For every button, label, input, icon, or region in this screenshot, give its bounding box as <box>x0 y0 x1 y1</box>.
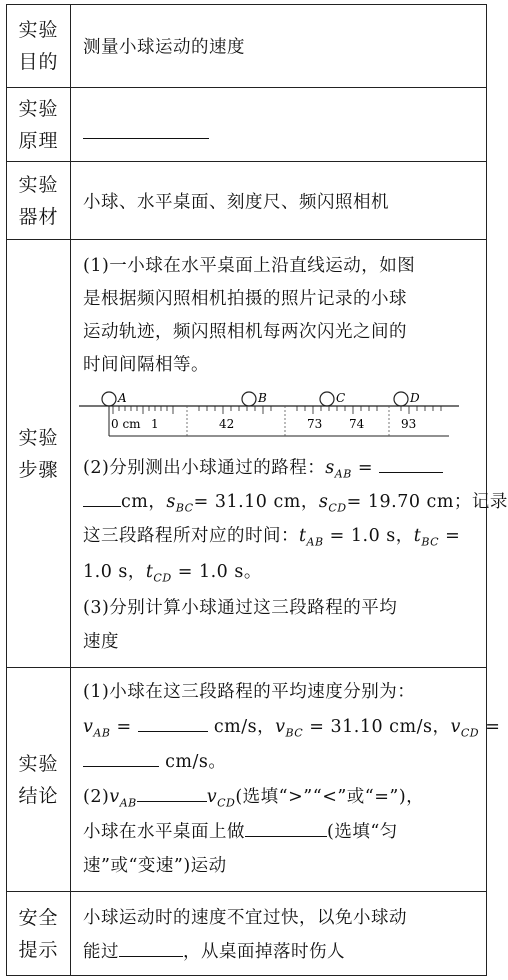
step2-line4: 1.0 s，$t_{CD} = 1.0$ s。 <box>83 562 262 585</box>
content-purpose <box>71 5 486 87</box>
safety-line2: 能过 ，从桌面掉落时伤人 <box>83 942 345 962</box>
safety-line1: 小球运动时的速度不宜过快，以免小球动 <box>83 908 407 928</box>
row-steps <box>7 239 508 667</box>
label-a: A <box>118 391 127 405</box>
label-conclusion: 实验 结论 <box>7 668 71 891</box>
row-purpose <box>7 5 486 87</box>
step3-line1: (3)分别计算小球通过这三段路程的平均 <box>83 598 398 618</box>
motion-type-blank <box>245 822 327 837</box>
ball-d <box>394 392 408 406</box>
step1-line3: 运动轨迹，频闪照相机每两次闪光之间的 <box>83 322 407 342</box>
content-safety <box>71 892 486 975</box>
step3-line2: 速度 <box>83 632 119 652</box>
tick-93: 93 <box>401 417 417 431</box>
compare-blank <box>137 787 207 802</box>
conclusion-line6: 速”或“变速”)运动 <box>83 856 227 876</box>
content-steps <box>71 240 508 667</box>
vCD-blank <box>83 752 159 767</box>
content-conclusion <box>71 668 501 891</box>
vAB-blank <box>138 717 208 732</box>
conclusion-line5: 小球在水平桌面上做 (选填“匀 <box>83 822 398 842</box>
energy-blank <box>119 942 183 957</box>
equipment-text: 小球、水平桌面、刻度尺、频闪照相机 <box>83 192 389 212</box>
content-principle <box>71 88 486 161</box>
tick-73: 73 <box>307 417 323 431</box>
conclusion-line4: $(2)v_{AB}$ $v_{CD}$(选填“>”“<”或“=”)， <box>83 787 425 810</box>
experiment-table <box>6 4 508 976</box>
label-safety: 安全 提示 <box>7 892 71 975</box>
tick-1: 1 <box>151 417 159 431</box>
label-equipment: 实验 器材 <box>7 162 71 239</box>
step2-line1: (2)分别测出小球通过的路程：$s_{AB}$ = <box>83 454 478 481</box>
principle-blank <box>83 138 209 139</box>
label-c: C <box>336 391 346 405</box>
content-equipment <box>71 162 486 239</box>
sAB-blank <box>379 458 443 473</box>
row-principle <box>7 87 486 161</box>
tick-74: 74 <box>349 417 365 431</box>
label-purpose: 实验 目的 <box>7 5 71 87</box>
strobe-figure <box>79 388 479 438</box>
tick-42: 42 <box>219 417 235 431</box>
step1-line2: 是根据频闪照相机拍摄的照片记录的小球 <box>83 289 407 309</box>
step1-line4: 时间间隔相等。 <box>83 355 209 375</box>
label-principle: 实验 原理 <box>7 88 71 161</box>
label-b: B <box>258 391 267 405</box>
ball-a <box>102 392 116 406</box>
sAB-blank-cont <box>83 492 121 507</box>
conclusion-line3: cm/s。 <box>83 748 478 773</box>
row-equipment <box>7 161 486 239</box>
step1-line1: (1)一小球在水平桌面上沿直线运动，如图 <box>83 256 416 276</box>
conclusion-line1: (1)小球在这三段路程的平均速度分别为： <box>83 682 416 702</box>
purpose-text: 测量小球运动的速度 <box>83 37 245 58</box>
tick-0cm: 0 cm <box>111 417 141 431</box>
step2-line3: 这三段路程所对应的时间：$t_{AB} = 1.0$ s，$t_{BC}$ = <box>83 526 461 549</box>
ball-b <box>242 392 256 406</box>
conclusion-line2: $v_{AB} = cm/s$，$v_{BC} = 31.10$ cm/s，$v_{CD}$ = <box>83 717 501 740</box>
label-steps: 实验 步骤 <box>7 240 71 667</box>
row-safety <box>7 891 486 975</box>
row-conclusion <box>7 667 501 891</box>
step2-line2: cm，$s_{BC}= 31.10$ cm，$s_{CD}= 19.70$ cm；记录 <box>83 488 478 515</box>
label-d: D <box>410 391 420 405</box>
ball-c <box>320 392 334 406</box>
